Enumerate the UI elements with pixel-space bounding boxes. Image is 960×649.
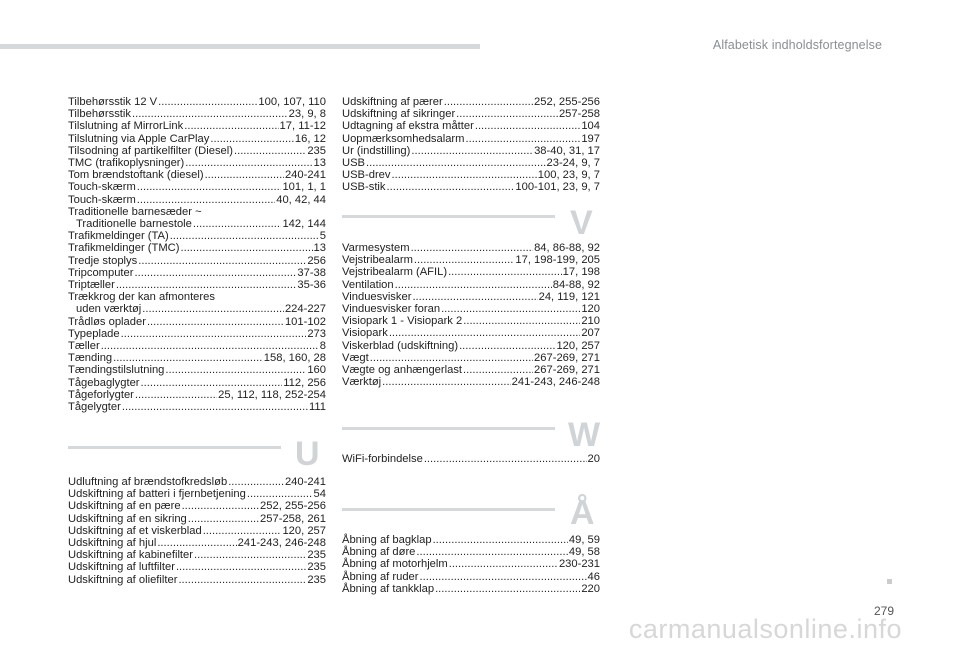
index-entry-term: Viskerblad (udskiftning): [342, 339, 459, 352]
dot-leader: [475, 120, 580, 132]
index-entry-term: Tripcomputer: [68, 266, 134, 279]
dot-leader: [247, 488, 313, 500]
dot-leader: [463, 315, 580, 327]
index-entry-term: Vejstribealarm: [342, 254, 413, 267]
dot-leader: [113, 352, 263, 364]
dot-leader: [135, 267, 297, 279]
index-column-t: [68, 96, 326, 413]
dot-leader: [137, 181, 282, 193]
index-entry-pages: 100, 23, 9, 7: [537, 169, 600, 182]
dot-leader: [170, 230, 319, 242]
section-letter-v: V: [570, 204, 593, 242]
dot-leader: [137, 194, 275, 206]
index-entry: [342, 303, 600, 315]
index-entry-term: Typeplade: [68, 327, 120, 340]
index-entry-pages: 207: [581, 327, 600, 340]
index-entry-pages: 142, 144: [282, 218, 326, 231]
index-entry-pages: 49, 59: [568, 534, 600, 546]
index-entry: [342, 108, 600, 120]
dot-leader: [456, 108, 558, 120]
dot-leader: [411, 242, 534, 254]
index-entry: [68, 364, 326, 376]
dot-leader: [203, 525, 282, 537]
index-entry-term: Udtagning af ekstra måtter: [342, 120, 474, 133]
index-entry-pages: 24, 119, 121: [538, 290, 600, 303]
index-entry-term: Vægte og anhængerlast: [342, 364, 463, 377]
dot-leader: [411, 145, 533, 157]
index-entry-term: Udskiftning af oliefilter: [68, 573, 178, 586]
index-entry-term: Åbning af døre: [342, 546, 416, 559]
index-entry-pages: 5: [319, 230, 326, 243]
index-entry: [68, 279, 326, 291]
index-entry-term: Udskiftning af en sikring: [68, 512, 187, 525]
index-entry-pages: 252, 255-256: [534, 96, 600, 108]
index-entry: [68, 169, 326, 181]
index-entry-pages: 111: [308, 401, 326, 414]
index-entry-pages: 13: [313, 157, 326, 170]
index-entry-pages: 230-231: [558, 558, 600, 571]
index-entry-pages: 17, 198: [562, 266, 600, 279]
dot-leader: [141, 377, 283, 389]
dot-leader: [121, 328, 307, 340]
dot-leader: [463, 364, 533, 376]
index-entry: [342, 133, 600, 145]
section-rule-aa: [342, 508, 555, 511]
index-entry-pages: 112, 256: [283, 376, 326, 389]
index-entry-pages: 37-38: [297, 266, 326, 279]
index-entry-term: Vejstribealarm (AFIL): [342, 266, 448, 279]
index-entry: [342, 254, 600, 266]
watermark: carmanualsonline.info: [628, 614, 902, 644]
dot-leader: [176, 561, 306, 573]
index-entry-term: Tilsodning af partikelfilter (Diesel): [68, 144, 233, 157]
dot-leader: [412, 291, 537, 303]
index-entry-term: Åbning af bagklap: [342, 534, 432, 546]
dot-leader: [449, 558, 558, 570]
index-entry: [342, 279, 600, 291]
index-entry-pages: 100, 107, 110: [258, 96, 326, 108]
index-entry: [68, 194, 326, 206]
dot-leader: [210, 133, 294, 145]
index-entry-term: Ventilation: [342, 278, 394, 291]
index-entry-term: Tom brændstoftank (diesel): [68, 169, 204, 182]
index-entry-pages: 267-269, 271: [534, 351, 600, 364]
index-entry-pages: 240-241: [284, 476, 326, 488]
index-entry-pages: 257-258, 261: [260, 512, 326, 525]
dot-leader: [194, 549, 306, 561]
dot-leader: [433, 534, 568, 546]
index-entry: [68, 255, 326, 267]
index-entry: [68, 537, 326, 549]
index-entry-pages: 235: [307, 573, 326, 586]
dot-leader: [395, 279, 552, 291]
dot-leader: [116, 279, 297, 291]
index-entry-term: Udskiftning af en pære: [68, 500, 181, 513]
dot-leader: [366, 157, 545, 169]
dot-leader: [122, 401, 308, 413]
index-entry-term: Vinduesvisker foran: [342, 303, 441, 316]
index-entry-term: USB-stik: [342, 181, 386, 194]
index-entry-pages: 240-241: [284, 169, 326, 182]
index-entry-pages: 273: [307, 327, 326, 340]
index-entry-pages: 235: [307, 549, 326, 562]
index-entry-term: Visiopark 1 - Visiopark 2: [342, 315, 463, 328]
index-entry-pages: 23-24, 9, 7: [546, 157, 600, 170]
index-entry-pages: 241-243, 246-248: [237, 537, 326, 550]
index-entry-pages: 197: [581, 132, 600, 145]
index-entry: [68, 352, 326, 364]
index-entry-term: Udskiftning af et viskerblad: [68, 524, 202, 537]
index-entry: [342, 169, 600, 181]
index-entry-pages: 35-36: [297, 279, 326, 292]
dot-leader: [424, 453, 587, 465]
index-entry-pages: 257-258: [558, 108, 600, 121]
index-entry-term: Vinduesvisker: [342, 290, 412, 303]
index-entry-term: Udluftning af brændstofkredsløb: [68, 476, 228, 488]
index-entry: [342, 181, 600, 193]
dot-leader: [414, 254, 515, 266]
index-entry-term: Varmesystem: [342, 242, 410, 254]
index-entry: [342, 453, 600, 465]
index-entry-term: Vægt: [342, 351, 369, 364]
index-entry: [342, 583, 600, 595]
index-entry-pages: 160: [307, 364, 326, 377]
index-entry-term: Tæller: [68, 340, 100, 353]
index-entry-pages: 16, 12: [294, 132, 326, 145]
section-rule-w: [342, 427, 555, 430]
section-rule-u: [68, 446, 281, 449]
corner-marker: [887, 579, 892, 584]
index-entry-pages: 49, 58: [568, 546, 600, 559]
index-entry-term: Tilslutning via Apple CarPlay: [68, 132, 210, 145]
dot-leader: [459, 340, 555, 352]
index-entry-pages: 17, 198-199, 205: [515, 254, 600, 267]
index-entry: [68, 561, 326, 573]
dot-leader: [157, 537, 236, 549]
index-entry: [342, 266, 600, 278]
index-entry: [68, 96, 326, 108]
dot-leader: [389, 327, 581, 339]
index-entry: [68, 389, 326, 401]
index-entry-term: Visiopark: [342, 327, 388, 340]
header-rule: [0, 44, 480, 49]
index-entry: [68, 476, 326, 488]
index-entry: [68, 120, 326, 132]
section-letter-u: U: [295, 435, 320, 473]
index-entry: [342, 376, 600, 388]
index-entry: [68, 267, 326, 279]
index-entry: [342, 120, 600, 132]
index-entry: [342, 242, 600, 254]
index-entry: [68, 401, 326, 413]
index-entry: [68, 574, 326, 586]
index-entry-term: Åbning af ruder: [342, 570, 419, 583]
index-entry: [68, 513, 326, 525]
index-entry-term: Åbning af tankklap: [342, 582, 435, 595]
index-entry-pages: 17, 11-12: [279, 120, 326, 133]
index-entry-pages: 158, 160, 28: [263, 352, 326, 365]
dot-leader: [448, 266, 562, 278]
index-entry-term: Trafikmeldinger (TMC): [68, 242, 180, 255]
index-entry: [342, 546, 600, 558]
index-entry: [68, 157, 326, 169]
index-entry: [342, 364, 600, 376]
index-entry: [342, 327, 600, 339]
index-entry-term: Trådløs oplader: [68, 315, 146, 328]
index-column-aa: [342, 534, 600, 595]
dot-leader: [185, 157, 312, 169]
index-entry: [68, 230, 326, 242]
page-header-title: Alfabetisk indholdsfortegnelse: [712, 38, 882, 52]
index-entry-pages: 235: [307, 144, 326, 157]
dot-leader: [142, 303, 284, 315]
index-entry-pages: 23, 9, 8: [288, 108, 326, 121]
index-entry-pages: 8: [319, 340, 326, 353]
index-entry-pages: 84, 86-88, 92: [534, 242, 600, 254]
dot-leader: [382, 376, 511, 388]
index-entry-pages: 224-227: [284, 303, 326, 316]
dot-leader: [184, 120, 278, 132]
index-entry: [68, 133, 326, 145]
index-entry-term: Ur (indstilling): [342, 144, 411, 157]
dot-leader: [444, 96, 533, 108]
index-entry-pages: 220: [581, 582, 600, 595]
index-entry: [342, 291, 600, 303]
index-entry-pages: 13: [313, 242, 326, 255]
index-entry: [342, 96, 600, 108]
index-entry-term: Udskiftning af pærer: [342, 96, 443, 108]
index-column-u: [68, 476, 326, 586]
index-column-u-continued: [342, 96, 600, 194]
index-entry: [342, 157, 600, 169]
index-entry-term: Triptæller: [68, 279, 115, 292]
index-entry: [68, 328, 326, 340]
index-entry-term: Tågeforlygter: [68, 388, 134, 401]
index-entry-heading: Trækkrog der kan afmonteres: [68, 291, 215, 304]
index-entry-heading: Traditionelle barnesæder ~: [68, 205, 202, 218]
index-entry: [68, 525, 326, 537]
index-entry-term: Tilslutning af MirrorLink: [68, 120, 184, 133]
index-entry-pages: 100-101, 23, 9, 7: [515, 181, 600, 194]
dot-leader: [392, 169, 537, 181]
index-entry: [68, 242, 326, 254]
index-entry-term: WiFi-forbindelse: [342, 453, 423, 465]
dot-leader: [147, 316, 284, 328]
dot-leader: [132, 108, 288, 120]
index-entry: [68, 488, 326, 500]
index-entry-pages: 256: [307, 254, 326, 267]
index-entry-term: USB-drev: [342, 169, 391, 182]
index-entry-term: uden værktøj: [76, 303, 142, 316]
dot-leader: [370, 352, 533, 364]
index-entry-pages: 120, 257: [556, 339, 600, 352]
section-letter-aa: Å: [570, 494, 595, 532]
index-entry-term: Udskiftning af hjul: [68, 537, 157, 550]
index-column-w: [342, 453, 600, 465]
index-entry-pages: 241-243, 246-248: [511, 376, 600, 389]
index-column-v: [342, 242, 600, 388]
index-entry-pages: 20: [587, 453, 600, 465]
index-entry-pages: 40, 42, 44: [276, 193, 326, 206]
index-entry: [68, 340, 326, 352]
dot-leader: [158, 96, 257, 108]
dot-leader: [435, 583, 580, 595]
dot-leader: [465, 133, 580, 145]
dot-leader: [441, 303, 580, 315]
index-entry-term: Udskiftning af luftfilter: [68, 561, 175, 574]
index-entry: [342, 558, 600, 570]
index-entry: [342, 315, 600, 327]
index-entry-pages: 252, 255-256: [260, 500, 326, 513]
index-entry: [68, 549, 326, 561]
index-entry-term: Åbning af motorhjelm: [342, 558, 448, 571]
index-entry-term: Tågelygter: [68, 401, 121, 414]
index-entry-term: Trafikmeldinger (TA): [68, 230, 169, 243]
index-entry: [68, 181, 326, 193]
index-entry-pages: 38-40, 31, 17: [534, 144, 600, 157]
index-entry-pages: 267-269, 271: [534, 364, 600, 377]
dot-leader: [205, 169, 284, 181]
dot-leader: [138, 255, 306, 267]
index-entry-term: Touch-skærm: [68, 181, 136, 194]
index-entry-pages: 101, 1, 1: [282, 181, 326, 194]
index-entry-pages: 101-102: [284, 315, 326, 328]
index-entry-term: Tænding: [68, 352, 113, 365]
index-entry-pages: 120: [581, 303, 600, 316]
index-entry-pages: 54: [313, 488, 326, 501]
index-entry-term: TMC (trafikoplysninger): [68, 157, 185, 170]
index-entry: [68, 218, 326, 230]
index-entry-term: Tilbehørsstik 12 V: [68, 96, 158, 108]
index-entry: [68, 316, 326, 328]
dot-leader: [228, 476, 284, 488]
index-entry-pages: 104: [581, 120, 600, 133]
index-entry-term: Tændingstilslutning: [68, 364, 165, 377]
index-entry-term: Tilbehørsstik: [68, 108, 131, 121]
index-entry-term: Værktøj: [342, 376, 382, 389]
index-entry-pages: 120, 257: [282, 524, 326, 537]
dot-leader: [188, 513, 259, 525]
dot-leader: [420, 571, 587, 583]
index-entry: [68, 145, 326, 157]
index-entry: [342, 571, 600, 583]
dot-leader: [165, 364, 306, 376]
dot-leader: [416, 546, 568, 558]
dot-leader: [101, 340, 319, 352]
dot-leader: [135, 389, 217, 401]
index-entry: [68, 377, 326, 389]
index-entry: [68, 303, 326, 315]
index-entry-term: Udskiftning af batteri i fjernbetjening: [68, 488, 246, 501]
dot-leader: [193, 218, 282, 230]
index-entry-pages: 210: [581, 315, 600, 328]
index-entry-term: Tågebaglygter: [68, 376, 140, 389]
index-entry: [342, 534, 600, 546]
index-entry-term: Traditionelle barnestole: [76, 218, 192, 231]
index-entry-term: Tredje stoplys: [68, 254, 138, 267]
index-entry-term: Udskiftning af sikringer: [342, 108, 456, 121]
index-entry: [68, 108, 326, 120]
dot-leader: [178, 574, 306, 586]
index-entry-term: Udskiftning af kabinefilter: [68, 549, 193, 562]
index-entry-pages: 46: [587, 570, 600, 583]
index-entry-pages: 235: [307, 561, 326, 574]
index-entry: [342, 145, 600, 157]
index-entry-term: Uopmærksomhedsalarm: [342, 132, 465, 145]
page-number: 279: [873, 604, 894, 618]
index-entry: [342, 352, 600, 364]
index-entry: [68, 500, 326, 512]
section-letter-w: W: [568, 416, 601, 454]
section-rule-v: [342, 215, 555, 218]
index-entry-pages: 84-88, 92: [552, 278, 600, 291]
dot-leader: [182, 500, 259, 512]
index-entry: [342, 340, 600, 352]
dot-leader: [387, 181, 515, 193]
index-entry-term: USB: [342, 157, 366, 170]
index-entry-pages: 25, 112, 118, 252-254: [218, 388, 326, 401]
index-entry-term: Touch-skærm: [68, 193, 136, 206]
dot-leader: [234, 145, 306, 157]
dot-leader: [180, 242, 312, 254]
